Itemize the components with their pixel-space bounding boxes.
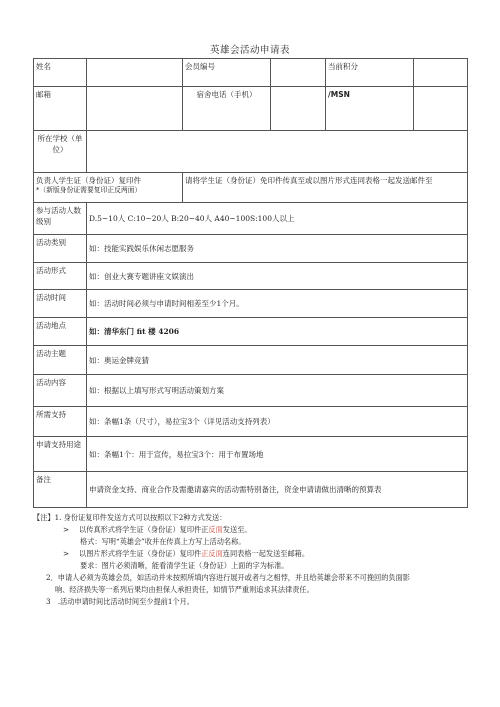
msn-label: /MSN (326, 87, 414, 131)
note-1a-text: 以传真形式将学生证（身份证）复印件正 (79, 525, 209, 534)
bullet-arrow: > (63, 549, 70, 558)
place-value: 如：清华东门 fit 楼 4206 (87, 318, 468, 346)
theme-value: 如：奥运金牌竞猜 (87, 346, 468, 375)
remark-label: 备注 (34, 472, 87, 508)
row-activity-type (34, 235, 468, 263)
note-1a-tail: 发送至。 (222, 525, 252, 534)
row-participant-count (34, 203, 468, 235)
time-value: 如：活动时间必须与申请时间相差至少1个月。 (87, 290, 468, 318)
name-label: 姓名 (34, 59, 87, 87)
notes-section (33, 512, 473, 608)
phone-label: 宿舍电话（手机） (183, 87, 271, 131)
type-value: 如：技能实践娱乐休闲志愿服务 (87, 235, 468, 263)
bullet-arrow: > (63, 525, 70, 534)
note-1c-highlight: 正反面 (201, 549, 223, 558)
row-activity-time (34, 290, 468, 318)
points-label: 当前积分 (326, 59, 414, 87)
note-1d: 要求：图片必须清晰，能看清学生证（身份证）上面的字为标准。 (80, 561, 289, 570)
school-field[interactable] (87, 131, 468, 173)
type-label: 活动类别 (34, 235, 87, 263)
note-2: 2．申请人必须为英雄会员，如活动并未按照所填内容进行展开或者与之相悖，并且给英雄会带来不可挽回的负面影 (46, 573, 410, 582)
phone-field[interactable] (271, 87, 326, 131)
email-field[interactable] (87, 87, 183, 131)
note-1c-tail: 连同表格一起发送至邮箱。 (222, 549, 310, 558)
note-1b: 格式：写明“英雄会”收并在传真上方写上活动名称。 (80, 537, 246, 546)
theme-label: 活动主题 (34, 346, 87, 375)
points-field[interactable] (414, 59, 468, 87)
place-label: 活动地点 (34, 318, 87, 346)
row-activity-place (34, 318, 468, 346)
note-1c-text: 以图片形式将学生证（身份证）复印件 (79, 549, 202, 558)
row-activity-content (34, 375, 468, 407)
count-label: 参与活动人数级别 (34, 203, 87, 235)
member-id-label: 会员编号 (183, 59, 271, 87)
support-value: 如：条幅1条（尺寸），易拉宝3个（详见活动支持列表） (87, 407, 468, 437)
support-label: 所需支持 (34, 407, 87, 437)
application-form-table (33, 58, 468, 508)
row-support-needed (34, 407, 468, 437)
msn-field[interactable] (414, 87, 468, 131)
row-support-usage (34, 437, 468, 472)
school-label: 所在学校（单位） (34, 131, 87, 173)
id-copy-value: 请将学生证（身份证）免印件传真至或以图片形式连同表格一起发送邮件至 (183, 173, 468, 203)
note-1c (33, 548, 473, 560)
time-label: 活动时间 (34, 290, 87, 318)
row-name (34, 59, 468, 87)
usage-label: 申请支持用途 (34, 437, 87, 472)
count-value: D.5~10人 C:10~20人 B:20~40人 A40~100S:100人以上 (87, 203, 468, 235)
member-id-field[interactable] (271, 59, 326, 87)
remark-value: 申请资金支持、商业合作及需邀请嘉宾的活动需特别备注，资金申请请做出清晰的预算表 (87, 472, 468, 508)
row-remarks (34, 472, 468, 508)
note-1: 【注】1. 身份证复印件发送方式可以按照以下2种方式发送： (33, 513, 227, 522)
id-copy-label: 负责人学生证（身份证）复印件 (36, 176, 141, 185)
row-email (34, 87, 468, 131)
form-value: 如：创业大赛专题讲座文娱演出 (87, 263, 468, 290)
row-id-copy (34, 173, 468, 203)
id-copy-label-cell (34, 173, 183, 203)
row-activity-theme (34, 346, 468, 375)
email-label: 邮箱 (34, 87, 87, 131)
row-school (34, 131, 468, 173)
content-value: 如：根据以上填写形式写明活动策划方案 (87, 375, 468, 407)
note-2-cont: 响、经济损失等一系列后果均由担保人承担责任，如情节严重则追求其法律责任。 (55, 585, 314, 594)
note-1a (33, 524, 473, 536)
form-title: 英雄会活动申请表 (209, 45, 290, 56)
note-3: 3 .活动申请时间比活动时间至少提前1个月。 (46, 597, 194, 606)
note-1a-highlight: 反面 (208, 525, 223, 534)
id-copy-note: *（新版身份证需要复印正反两面） (36, 186, 142, 194)
name-field[interactable] (87, 59, 183, 87)
usage-value: 如：条幅1个：用于宣传，易拉宝3个：用于布置场地 (87, 437, 468, 472)
row-activity-form (34, 263, 468, 290)
content-label: 活动内容 (34, 375, 87, 407)
form-label: 活动形式 (34, 263, 87, 290)
